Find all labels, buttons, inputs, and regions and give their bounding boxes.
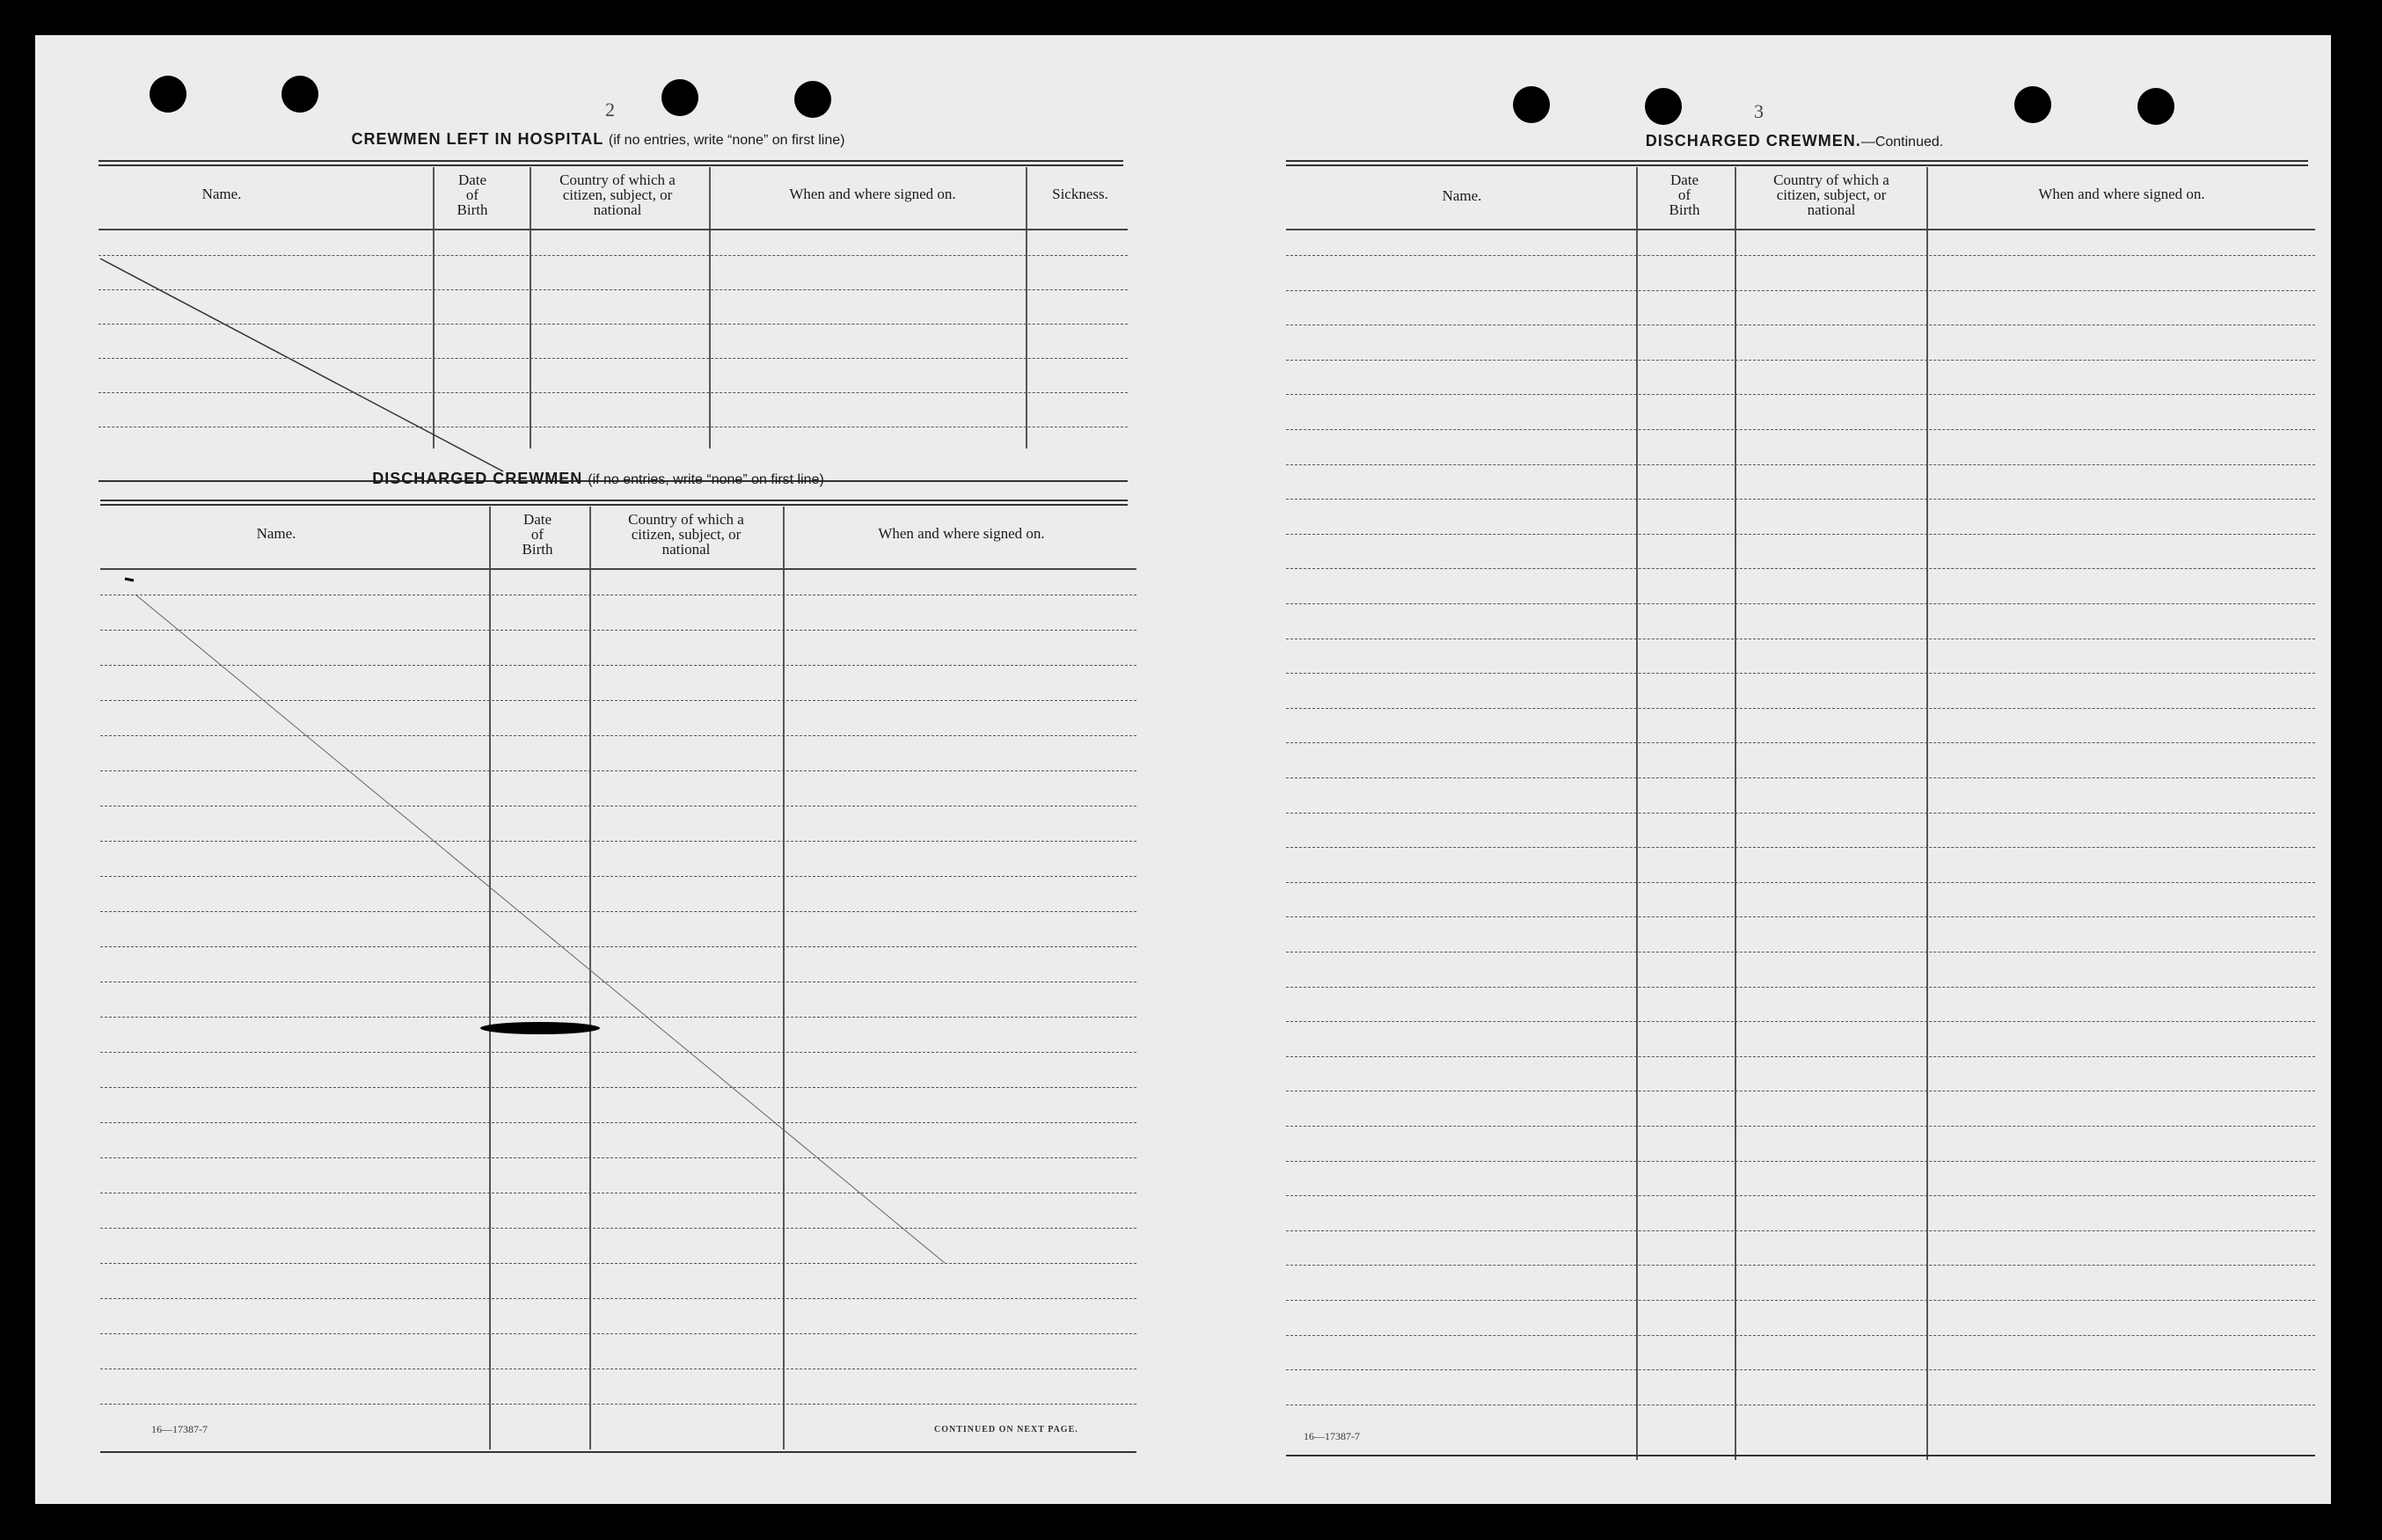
- col-header-name: Name.: [256, 525, 296, 542]
- table-row[interactable]: [100, 735, 1136, 736]
- discharged-continued-title-rule: [1286, 160, 2308, 166]
- table-row[interactable]: [1286, 987, 2315, 988]
- table-row[interactable]: [1286, 360, 2315, 361]
- table-row[interactable]: [1286, 742, 2315, 743]
- table-row[interactable]: [1286, 1335, 2315, 1336]
- country-line-3: national: [661, 541, 711, 558]
- table-row[interactable]: [1286, 777, 2315, 778]
- continued-note: CONTINUED ON NEXT PAGE.: [934, 1425, 1078, 1434]
- table-row[interactable]: [100, 700, 1136, 701]
- strike-through-line: [99, 167, 1128, 485]
- table-row[interactable]: [1286, 603, 2315, 604]
- dob-line-1: Date: [1670, 172, 1699, 188]
- dob-line-3: Birth: [522, 541, 553, 558]
- country-line-1: Country of which a: [559, 172, 676, 188]
- punch-hole: [2137, 88, 2174, 125]
- ledger-sheet: [35, 35, 2331, 1504]
- country-line-1: Country of which a: [1773, 172, 1889, 188]
- table-row[interactable]: [1286, 290, 2315, 291]
- table-row[interactable]: [100, 1368, 1136, 1369]
- table-row[interactable]: [1286, 1369, 2315, 1370]
- discharged-table: [100, 507, 1136, 1458]
- table-row[interactable]: [100, 1404, 1136, 1405]
- table-row[interactable]: [100, 1263, 1136, 1264]
- punch-hole: [661, 79, 698, 116]
- table-row[interactable]: [1286, 429, 2315, 430]
- col-header-signed-on: When and where signed on.: [878, 525, 1045, 542]
- country-line-2: citizen, subject, or: [631, 526, 742, 543]
- hospital-title-text: CREWMEN LEFT IN HOSPITAL: [351, 130, 603, 148]
- table-row[interactable]: [99, 324, 1128, 325]
- table-row[interactable]: [1286, 1230, 2315, 1231]
- table-row[interactable]: [1286, 673, 2315, 674]
- column-divider: [1636, 167, 1638, 1460]
- table-row[interactable]: [1286, 464, 2315, 465]
- page-number-right: 3: [1754, 100, 1764, 122]
- punch-hole: [2014, 86, 2051, 123]
- discharged-continued-title: [1284, 132, 2305, 150]
- table-row[interactable]: [1286, 1195, 2315, 1196]
- country-line-1: Country of which a: [628, 511, 744, 528]
- discharged-title-note: (if no entries, write “none” on first line): [588, 472, 824, 487]
- table-row[interactable]: [100, 1017, 1136, 1018]
- country-line-3: national: [1807, 201, 1856, 218]
- col-header-name: Name.: [201, 186, 242, 202]
- table-row[interactable]: [99, 392, 1128, 393]
- country-line-2: citizen, subject, or: [1776, 186, 1887, 203]
- table-row[interactable]: [100, 911, 1136, 912]
- table-row[interactable]: [100, 770, 1136, 771]
- table-row[interactable]: [100, 665, 1136, 666]
- table-row[interactable]: [100, 946, 1136, 947]
- punch-hole: [794, 81, 831, 118]
- col-header-name: Name.: [1442, 187, 1482, 204]
- col-header-dob: [1636, 172, 1733, 217]
- dob-line-3: Birth: [457, 201, 488, 218]
- table-row[interactable]: [1286, 1300, 2315, 1301]
- country-line-2: citizen, subject, or: [562, 186, 673, 203]
- table-row[interactable]: [1286, 1161, 2315, 1162]
- dob-line-2: of: [1677, 186, 1692, 203]
- table-row[interactable]: [1286, 813, 2315, 814]
- table-row[interactable]: [1286, 1126, 2315, 1127]
- table-row[interactable]: [100, 1087, 1136, 1088]
- col-header-signed-on: When and where signed on.: [2038, 186, 2205, 202]
- table-row[interactable]: [1286, 568, 2315, 569]
- column-divider: [1735, 167, 1736, 1460]
- table-row[interactable]: [100, 876, 1136, 877]
- table-row[interactable]: [99, 358, 1128, 359]
- table-row[interactable]: [1286, 1021, 2315, 1022]
- hospital-title-note: (if no entries, write “none” on first line): [608, 133, 845, 148]
- dob-line-3: Birth: [1669, 201, 1700, 218]
- table-row[interactable]: [100, 1298, 1136, 1299]
- country-line-3: national: [593, 201, 642, 218]
- discharged-title-rule: [100, 500, 1128, 506]
- col-header-country: [1735, 172, 1928, 217]
- table-row[interactable]: [1286, 1056, 2315, 1057]
- table-row[interactable]: [1286, 916, 2315, 917]
- punch-hole: [1513, 86, 1550, 123]
- punch-hole: [1645, 88, 1682, 125]
- dob-line-1: Date: [522, 511, 552, 528]
- col-header-signed-on: When and where signed on.: [789, 186, 956, 202]
- discharged-continued-title-suffix: —Continued.: [1860, 135, 1944, 150]
- table-row[interactable]: [1286, 708, 2315, 709]
- table-row[interactable]: [1286, 882, 2315, 883]
- table-row[interactable]: [100, 1122, 1136, 1123]
- table-row[interactable]: [100, 1333, 1136, 1334]
- table-row[interactable]: [1286, 394, 2315, 395]
- header-rule: [1286, 229, 2315, 230]
- table-row[interactable]: [1286, 255, 2315, 256]
- hospital-section-title: [97, 130, 1100, 149]
- table-row[interactable]: [99, 255, 1128, 256]
- table-row[interactable]: [99, 289, 1128, 290]
- table-row[interactable]: [1286, 534, 2315, 535]
- dob-line-1: Date: [457, 172, 487, 188]
- discharged-section-title: [97, 470, 1100, 488]
- table-row[interactable]: [100, 841, 1136, 842]
- page-number-left: 2: [605, 99, 615, 120]
- discharged-continued-table: [1286, 167, 2315, 1458]
- discharged-title-text: DISCHARGED CREWMEN: [372, 470, 583, 487]
- table-row[interactable]: [100, 1157, 1136, 1158]
- punch-hole: [281, 76, 318, 113]
- dob-line-2: of: [465, 186, 479, 203]
- table-bottom-rule: [1286, 1455, 2315, 1456]
- punch-hole: [150, 76, 186, 113]
- form-number-right: 16—17387-7: [1304, 1430, 1360, 1442]
- strike-through-line: [100, 507, 1136, 1458]
- table-row[interactable]: [100, 630, 1136, 631]
- table-row[interactable]: [100, 1052, 1136, 1053]
- form-number-left: 16—17387-7: [151, 1423, 208, 1435]
- table-row[interactable]: [1286, 1265, 2315, 1266]
- table-row[interactable]: [1286, 499, 2315, 500]
- dob-line-2: of: [530, 526, 544, 543]
- discharged-continued-title-text: DISCHARGED CREWMEN.: [1645, 132, 1861, 150]
- hospital-title-rule: [99, 160, 1123, 166]
- table-row[interactable]: [1286, 847, 2315, 848]
- hospital-table: [99, 167, 1128, 485]
- table-row[interactable]: [100, 1228, 1136, 1229]
- column-divider: [1926, 167, 1928, 1460]
- col-header-sickness: Sickness.: [1052, 186, 1108, 202]
